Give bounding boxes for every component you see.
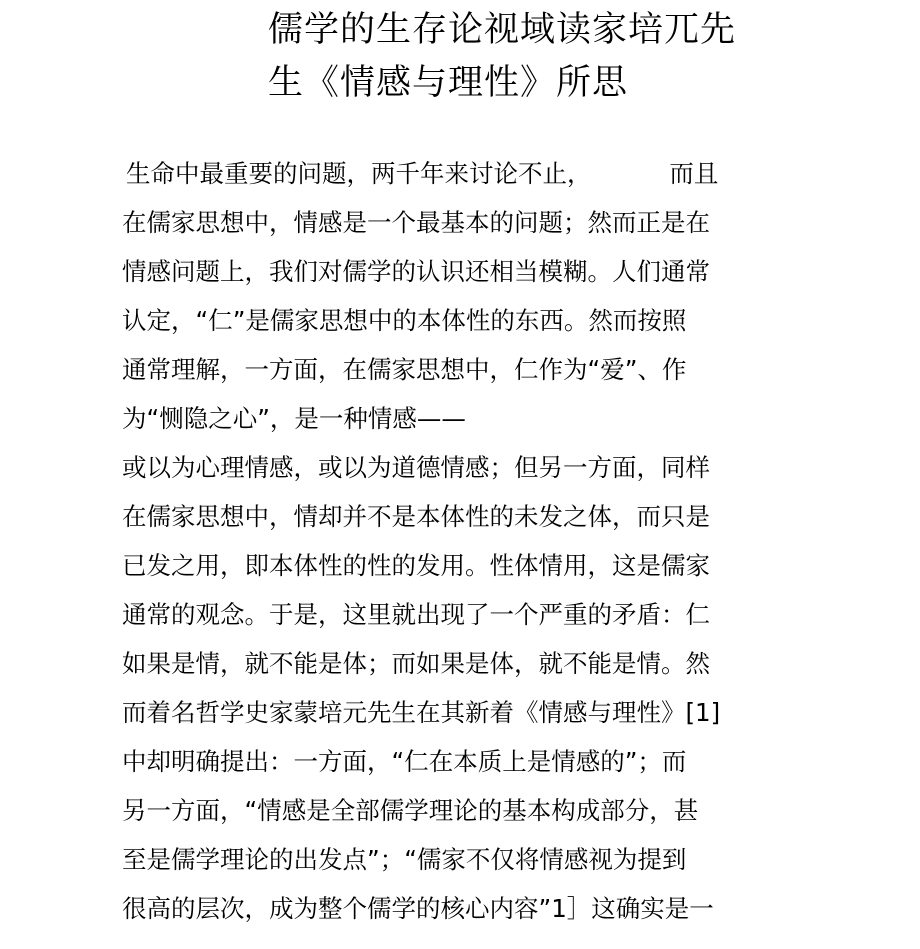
paragraph-line-14: 另一方面，“情感是全部儒学理论的基本构成部分，甚 — [122, 796, 699, 825]
paragraph-line-1: 生命中最重要的问题，两千年来讨论不止， 而且 — [126, 159, 719, 188]
body-paragraph — [122, 149, 802, 933]
paragraph-line-11: 如果是情，就不能是体；而如果是体，就不能是情。然 — [122, 649, 710, 678]
title-line-1: 儒学的生存论视域读家培兀先 — [268, 10, 737, 50]
paragraph-line-10: 通常的观念。于是，这里就出现了一个严重的矛盾：仁 — [122, 600, 710, 629]
paragraph-line-6: 为“恻隐之心”，是一种情感—— — [122, 404, 466, 433]
paragraph-line-7: 或以为心理情感，或以为道德情感；但另一方面，同样 — [122, 453, 710, 482]
paragraph-line-9: 已发之用，即本体性的性的发用。性体情用，这是儒家 — [122, 551, 710, 580]
paragraph-line-4: 认定，“仁”是儒家思想中的本体性的东西。然而按照 — [122, 306, 687, 335]
paragraph-line-2: 在儒家思想中，情感是一个最基本的问题；然而正是在 — [122, 208, 710, 237]
paragraph-line-16: 很高的层次，成为整个儒学的核心内容”1］这确实是一 — [122, 894, 714, 923]
paragraph-line-5: 通常理解，一方面，在儒家思想中，仁作为“爱”、作 — [122, 355, 687, 384]
document-title — [268, 4, 828, 110]
paragraph-line-8: 在儒家思想中，情却并不是本体性的未发之体，而只是 — [122, 502, 710, 531]
paragraph-line-12: 而着名哲学史家蒙培元先生在其新着《情感与理性》[1] — [122, 698, 721, 727]
paragraph-line-13: 中却明确提出：一方面，“仁在本质上是情感的”；而 — [122, 747, 687, 776]
paragraph-line-3: 情感问题上，我们对儒学的认识还相当模糊。人们通常 — [122, 257, 710, 286]
paragraph-line-15: 至是儒学理论的出发点”；“儒家不仅将情感视为提到 — [122, 845, 687, 874]
title-line-2: 生《情感与理性》所思 — [268, 63, 629, 103]
